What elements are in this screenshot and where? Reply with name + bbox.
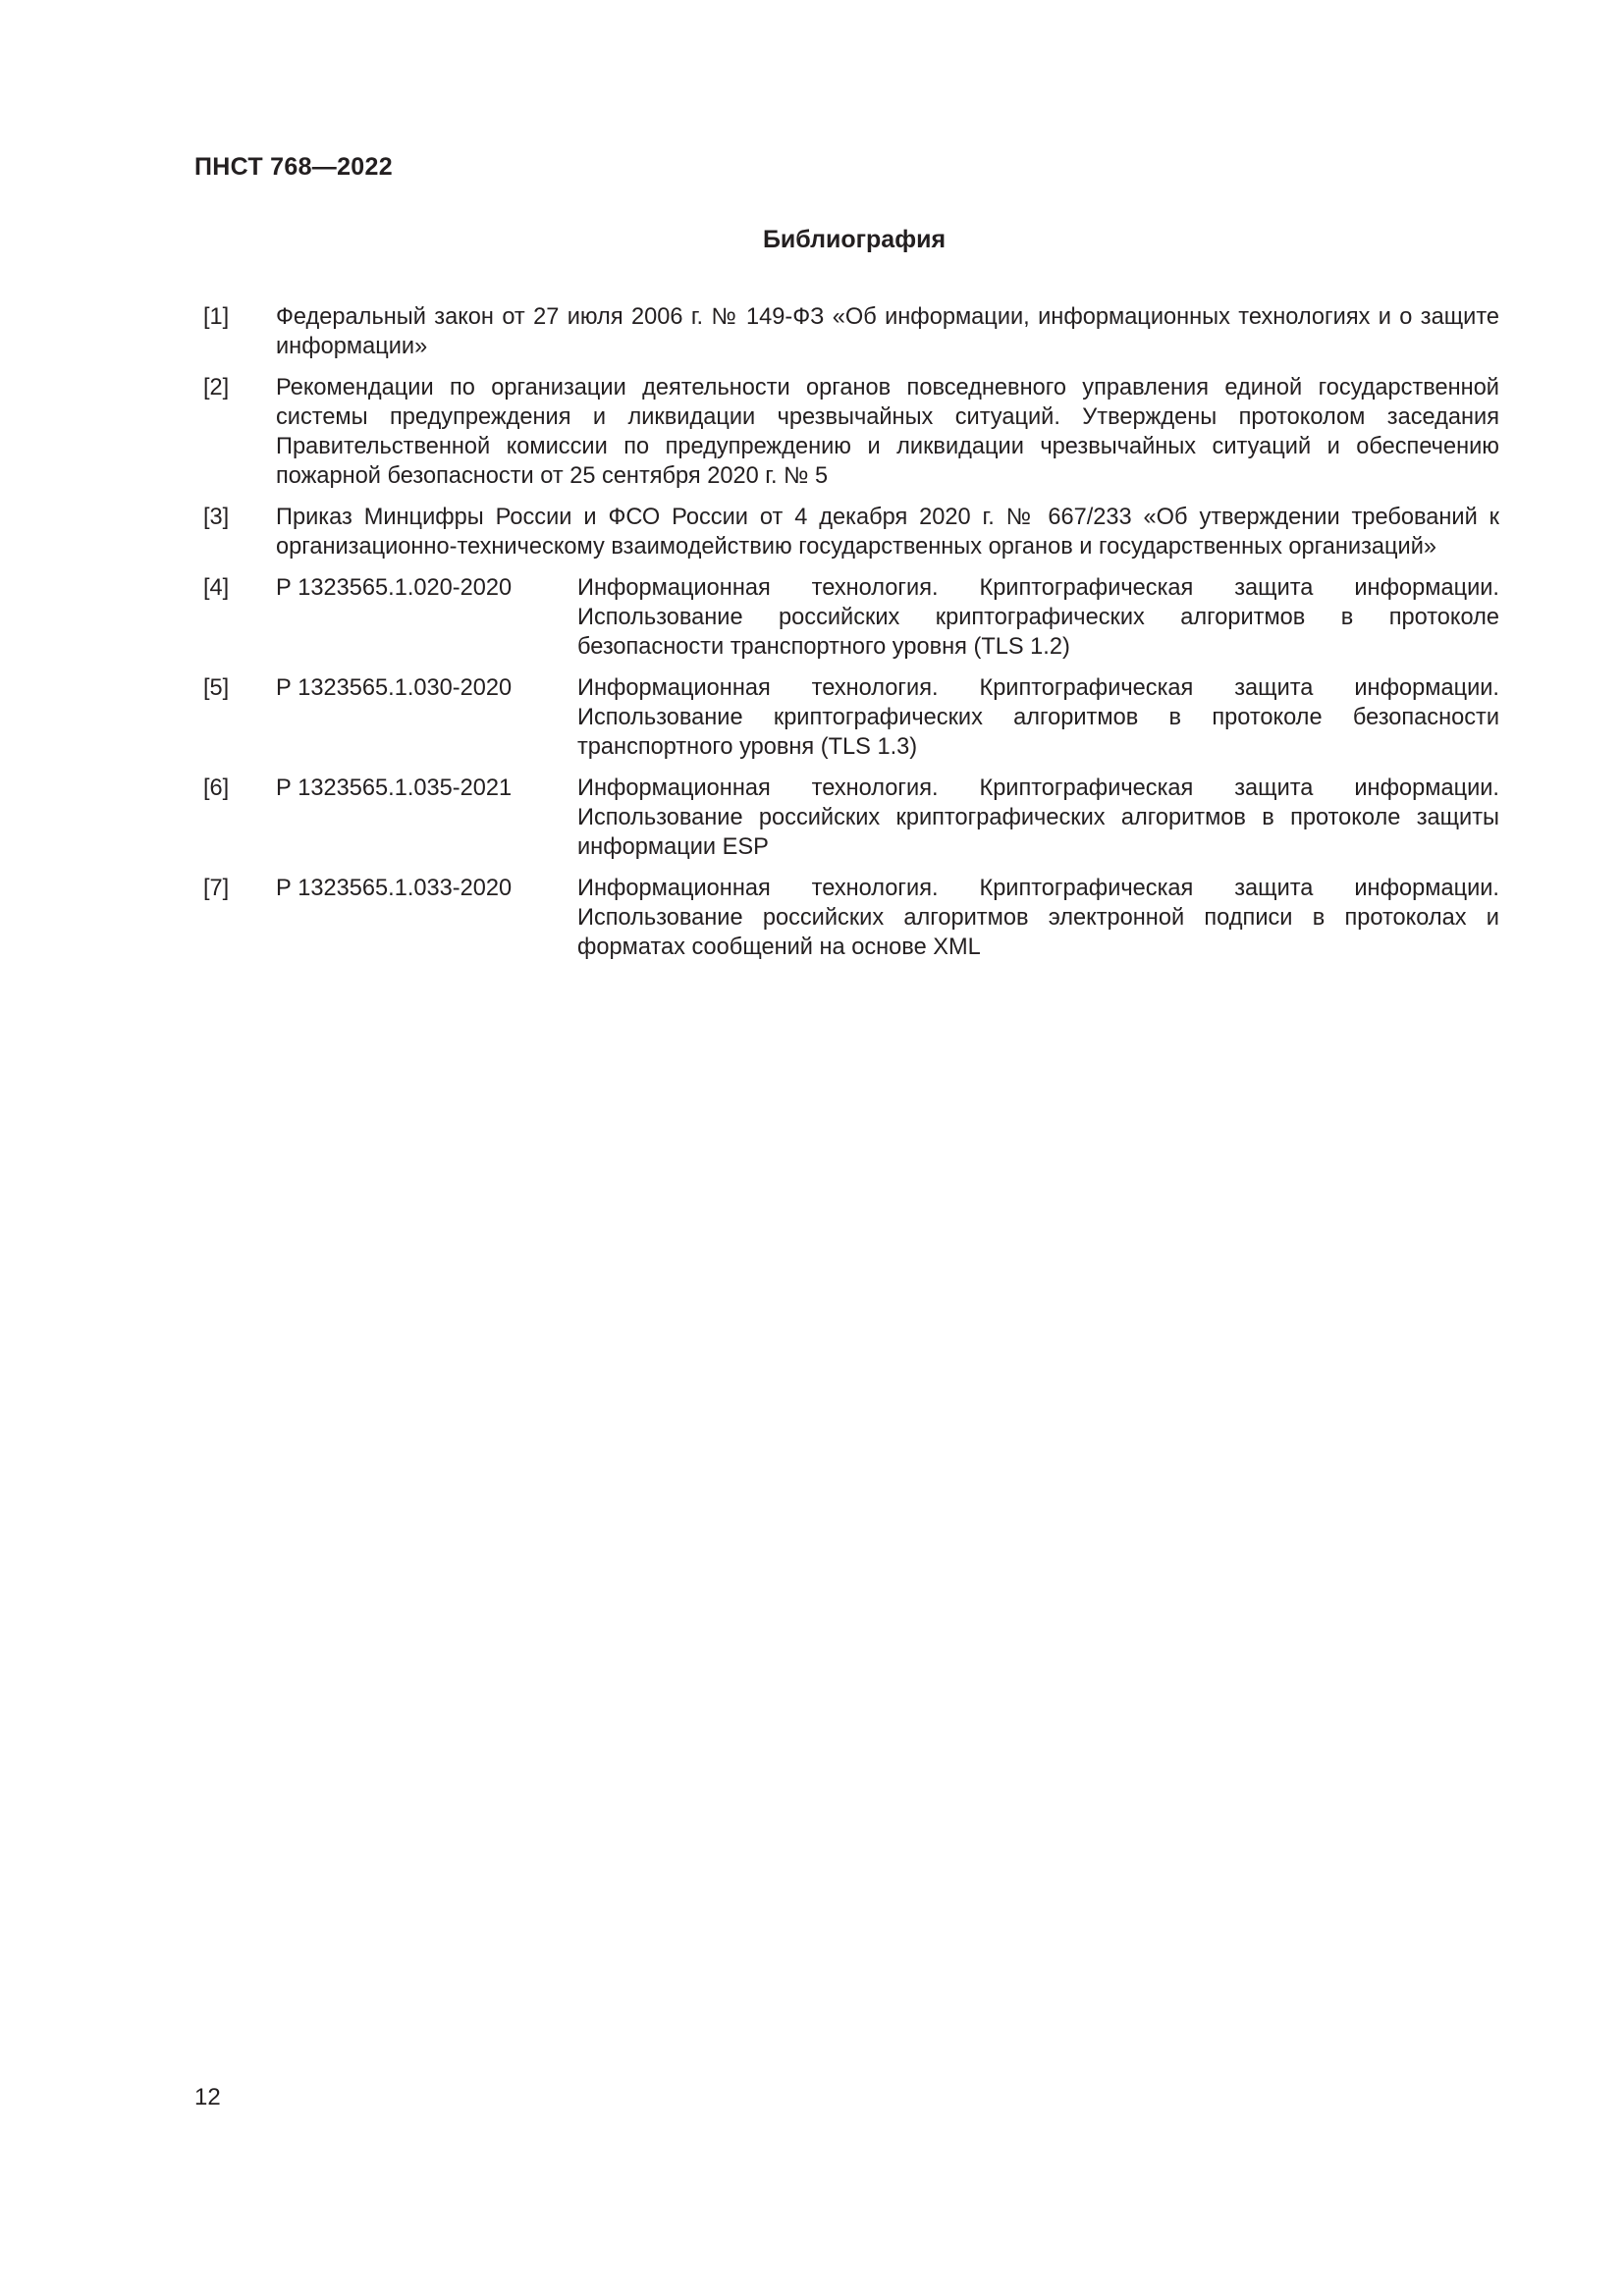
entry-number: [7] [203,876,230,901]
page-title: Библиография [762,226,947,253]
entry-number: [3] [203,505,230,530]
entry-number: [5] [203,675,230,701]
entry-number: [4] [203,575,230,601]
entry-text: Информационная технология. Криптографическая защита информации. Использование криптографических алгоритмов в протоколе безопасности транспортного уровня (TLS 1.3) [577,675,1499,760]
bibliography-entry [203,302,1499,361]
bibliography-entry [203,373,1499,491]
bibliography-entry [203,774,1499,862]
entry-reference: Р 1323565.1.030-2020 [276,675,513,701]
entry-text: Информационная технология. Криптографическая защита информации. Использование российских алгоритмов электронной подписи в протоколах и форматах сообщений на основе XML [577,876,1499,960]
page-number: 12 [194,2084,221,2110]
entry-number: [6] [203,775,230,801]
bibliography-entry [203,874,1499,962]
entry-reference: Р 1323565.1.033-2020 [276,876,513,901]
entry-text: Рекомендации по организации деятельности органов повседневного управления единой государственной системы предупреждения и ликвидации чрезвычайных ситуаций. Утверждены протоколом заседания Правительственной комиссии по предупреждению и ликвидации чрезвычайных ситуаций и обеспечению пожарной безопасности от 25 сентября 2020 г. № 5 [276,375,1499,489]
entry-number: [2] [203,375,230,400]
entry-text: Информационная технология. Криптографическая защита информации. Использование российских криптографических алгоритмов в протоколе защиты информации ESP [577,775,1499,860]
entry-text: Информационная технология. Криптографическая защита информации. Использование российских криптографических алгоритмов в протоколе безопасности транспортного уровня (TLS 1.2) [577,575,1499,660]
entry-text: Федеральный закон от 27 июля 2006 г. № 149-ФЗ «Об информации, информационных технологиях и о защите информации» [276,304,1499,359]
entry-reference: Р 1323565.1.020-2020 [276,575,513,601]
document-header: ПНСТ 768—2022 [194,153,393,181]
entry-reference: Р 1323565.1.035-2021 [276,775,513,801]
bibliography-list [203,302,1499,974]
bibliography-entry [203,673,1499,762]
bibliography-entry [203,503,1499,561]
entry-text: Приказ Минцифры России и ФСО России от 4 декабря 2020 г. № 667/233 «Об утверждении требований к организационно-техническому взаимодействию государственных органов и государственных организаций» [276,505,1499,560]
bibliography-entry [203,573,1499,662]
entry-number: [1] [203,304,230,330]
